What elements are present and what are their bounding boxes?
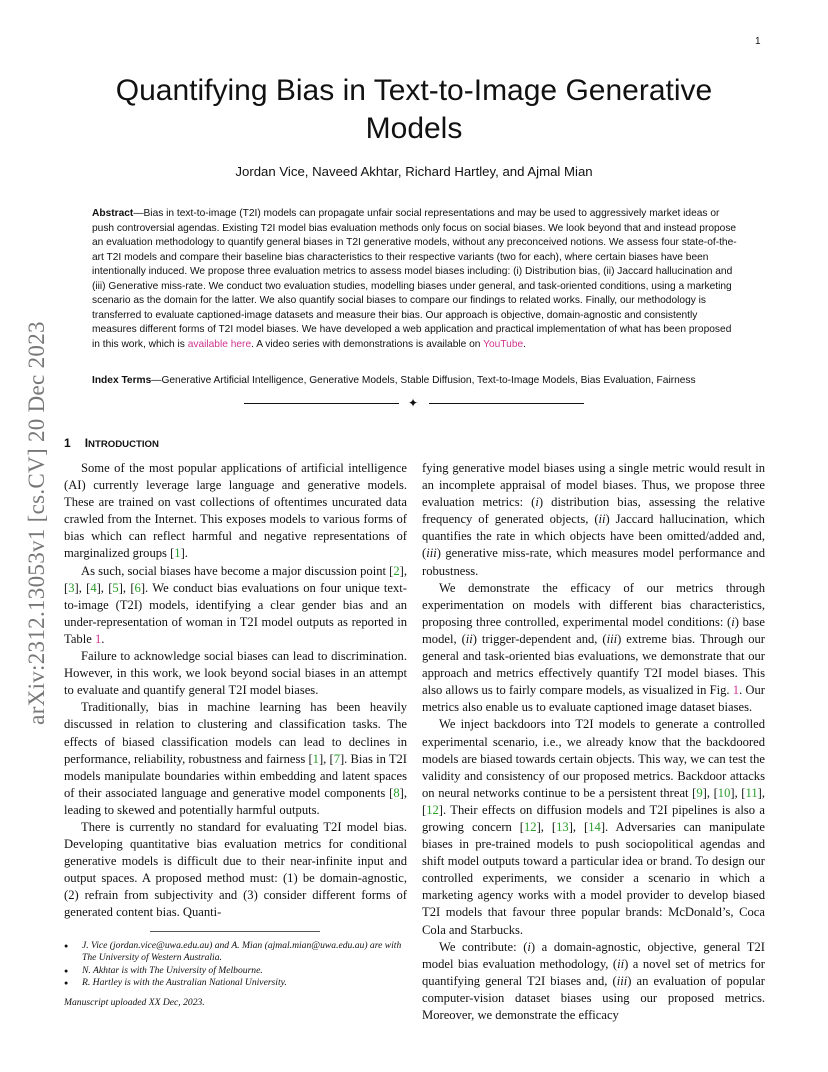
citation-link[interactable]: 9 [696, 785, 703, 800]
paper-title: Quantifying Bias in Text-to-Image Generative Models [115, 74, 713, 145]
citation-link[interactable]: 1 [174, 546, 181, 561]
citation-link[interactable]: 12 [426, 802, 439, 817]
footnote-rule [150, 931, 320, 932]
citation-link[interactable]: 6 [134, 580, 141, 595]
citation-link[interactable]: 1 [312, 751, 319, 766]
body-column-left [64, 460, 407, 922]
citation-link[interactable]: 12 [524, 819, 537, 834]
table-reference-link[interactable]: 1 [94, 631, 102, 646]
index-terms-text: —Generative Artificial Intelligence, Generative Models, Stable Diffusion, Text-to-Image Models, Bias Evaluation, Fairness [151, 375, 696, 386]
citation-link[interactable]: 8 [393, 785, 400, 800]
citation-link[interactable]: 2 [393, 563, 400, 578]
abstract-text: —Bias in text-to-image (T2I) models can propagate unfair social representations and may be used to aggressively market ideas or push controversial agendas. Existing T2I model bias evaluation methods only focus on social biases. We look beyond that and instead propose an evaluation methodology to quantify general biases in T2I generative models, without any preconceived notions. We assess four state-of-the-art T2I models and compare their baseline bias characteristics to their respective variants (two for each), where certain biases have been intentionally induced. We propose three evaluation metrics to assess model biases including: (i) Distribution bias, (ii) Jaccard hallucination and (iii) Generative miss-rate. We conduct two evaluation studies, modelling biases under general, and task-oriented conditions, using a marketing scenario as the domain for the latter. We also quantify social biases to compare our findings to related works. Finally, our methodology is transferred to evaluate captioned-image datasets and measure their bias. Our approach is objective, domain-agnostic and consistently measures different forms of T2I model biases. We have developed a web application and practical implementation of what has been proposed in this work, which is [92, 208, 737, 350]
divider-line-right [429, 403, 584, 404]
abstract [92, 207, 737, 352]
index-terms-label: Index Terms [92, 375, 152, 386]
youtube-link[interactable]: YouTube [483, 338, 524, 350]
body-column-right [422, 460, 765, 1024]
citation-link[interactable]: 7 [333, 751, 340, 766]
figure-reference-link[interactable]: 1 [732, 683, 740, 698]
arxiv-sidebar-stamp [22, 285, 52, 760]
section-title-rest: NTRODUCTION [88, 439, 159, 450]
footnote-item: ● N. Akhtar is with The University of Melbourne. [64, 965, 414, 977]
paragraph: Traditionally, bias in machine learning has been heavily discussed in relation to clustering and classification tasks. The effects of biased classification models can lead to declines in performance, reliability, robustness and fairness [1], [7]. Bias in T2I models manipulate boundaries within embedding and latent spaces of their associated language and generative model components [8], leading to skewed and potentially harmful outputs. [64, 700, 407, 817]
author-list: Jordan Vice, Naveed Akhtar, Richard Hartley, and Ajmal Mian [235, 164, 593, 179]
paragraph: There is currently no standard for evaluating T2I model bias. Developing quantitative bias evaluation metrics for conditional generative models is difficult due to their near-infinite input and output spaces. A proposed method must: (1) be domain-agnostic, (2) refrain from subjectivity and (3) consider different forms of generated content bias. Quanti- [64, 819, 407, 920]
arxiv-identifier: arXiv:2312.13053v1 [cs.CV] 20 Dec 2023 [24, 320, 49, 725]
paragraph: We inject backdoors into T2I models to generate a controlled experimental scenario, i.e., we already know that the backdoored models are biased towards certain objects. This way, we can test the validity and consistency of our proposed metrics. Backdoor attacks on neural networks continue to be a persistent threat [9], [10], [11], [12]. Their effects on diffusion models and T2I pipelines is also a growing concern [12], [13], [14]. Adversaries can manipulate biases in pre-trained models to push sociopolitical agendas and shift model outputs toward a particular idea or brand. To design our controlled experiments, we consider a scenario in which a marketing agency works with a model provider to develop biased T2I models that favour three popular brands: McDonald’s, Coca Cola and Starbucks. [422, 717, 766, 937]
citation-link[interactable]: 11 [745, 785, 758, 800]
section-number: 1 [64, 436, 71, 450]
footnote-item: ● J. Vice (jordan.vice@uwa.edu.au) and A. Mian (ajmal.mian@uwa.edu.au) are with The University of Western Australia. [64, 940, 414, 965]
available-here-link[interactable]: available here [187, 338, 252, 350]
diamond-ornament-icon: ✦ [408, 396, 419, 410]
citation-link[interactable]: 14 [588, 819, 601, 834]
paragraph: Failure to acknowledge social biases can lead to discrimination. However, in this work, we look beyond social biases in an attempt to evaluate and quantify general T2I model biases. [64, 649, 407, 698]
citation-link[interactable]: 13 [556, 819, 569, 834]
abstract-label: Abstract [92, 208, 134, 219]
citation-link[interactable]: 5 [112, 580, 119, 595]
paragraph: As such, social biases have become a major discussion point [2], [3], [4], [5], [6]. We conduct bias evaluations on four unique text-to-image (T2I) models, identifying a clear gender bias and an under-representation of woman in T2I model outputs as reported in Table 1. [64, 563, 407, 646]
section-heading-introduction [64, 436, 159, 450]
divider-line-left [244, 403, 399, 404]
citation-link[interactable]: 10 [717, 785, 731, 800]
footnote-item: ● R. Hartley is with the Australian National University. [64, 977, 414, 989]
page-number: 1 [755, 36, 761, 47]
manuscript-note: Manuscript uploaded XX Dec, 2023. [64, 997, 205, 1008]
index-terms [92, 375, 737, 386]
paragraph: We contribute: (i) a domain-agnostic, objective, general T2I model bias evaluation methodology, (ii) a novel set of metrics for quantifying general T2I biases and, (iii) an evaluation of popular computer-vision dataset biases using our proposed metrics. Moreover, we demonstrate the efficacy [422, 939, 766, 1022]
citation-link[interactable]: 3 [68, 580, 75, 595]
abstract-text-middle: . A video series with demonstrations is available on [251, 338, 484, 350]
abstract-text-end: . [523, 338, 527, 350]
section-title-initial: I [84, 436, 89, 450]
paragraph: Some of the most popular applications of artificial intelligence (AI) currently leverage large language and generative models. These are trained on vast collections of oftentimes uncurated data crawled from the Internet. This exposes models to various forms of bias which can reflect harmful and negative representations of marginalized groups [1]. [64, 461, 407, 561]
section-divider [244, 396, 584, 410]
footnotes [64, 940, 414, 990]
paragraph: We demonstrate the efficacy of our metrics through experimentation on models with different bias characteristics, proposing three controlled, experimental model conditions: (i) base model, (ii) trigger-dependent and, (iii) extreme bias. Through our general and task-oriented bias evaluations, we demonstrate that our approach and metrics effectively quantify T2I model biases. This also allows us to fairly compare models, as visualized in Fig. 1. Our metrics also enable us to evaluate captioned image dataset biases. [422, 580, 765, 715]
paragraph: fying generative model biases using a single metric would result in an incomplete appraisal of model biases. Thus, we propose three evaluation metrics: (i) distribution bias, assessing the relative frequency of generated objects, (ii) Jaccard hallucination, which quantifies the rate in which objects have been omitted/added and, (iii) generative miss-rate, which measures model performance and robustness. [422, 461, 765, 578]
citation-link[interactable]: 4 [90, 580, 97, 595]
